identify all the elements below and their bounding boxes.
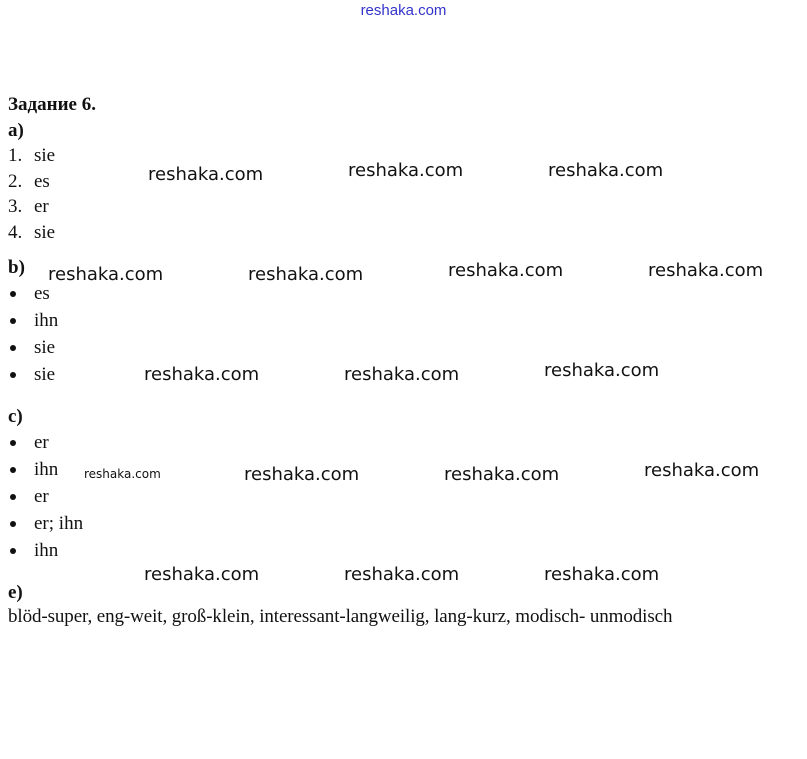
section-a-label: a) (8, 120, 24, 141)
watermark-text: reshaka.com (444, 464, 560, 485)
watermark-text: reshaka.com (348, 160, 464, 181)
list-item: sie (34, 337, 56, 358)
list-item: ihn (34, 540, 59, 561)
list-item: 1. sie (8, 145, 56, 166)
section-e-label: e) (8, 582, 23, 603)
watermark-text: reshaka.com (48, 264, 164, 285)
list-item: 4. sie (8, 221, 56, 243)
watermark-text: reshaka.com (544, 360, 660, 381)
watermark-text: reshaka.com (644, 460, 760, 481)
list-item: ihn (34, 459, 59, 480)
list-item: er (34, 486, 49, 507)
list-item: er; ihn (34, 513, 84, 534)
watermark-text: reshaka.com (144, 564, 260, 585)
list-item: er (34, 432, 49, 453)
section-b-label: b) (8, 257, 25, 278)
site-header-link[interactable]: reshaka.com (360, 2, 447, 19)
section-e-text: blöd-super, eng-weit, groß-klein, interessant-langweilig, lang-kurz, modisch- unmodisch (8, 606, 673, 627)
section-a-list (8, 143, 807, 245)
watermark-text: reshaka.com (648, 260, 764, 281)
watermark-text: reshaka.com (84, 467, 161, 481)
watermark-text: reshaka.com (544, 564, 660, 585)
list-item: sie (34, 364, 56, 385)
section-c-label: c) (8, 406, 23, 427)
watermark-text: reshaka.com (248, 264, 364, 285)
watermark-text: reshaka.com (548, 160, 664, 181)
watermark-text: reshaka.com (244, 464, 360, 485)
watermark-text: reshaka.com (344, 364, 460, 385)
list-item: ihn (34, 310, 59, 331)
watermark-text: reshaka.com (148, 164, 264, 185)
watermark-text: reshaka.com (344, 564, 460, 585)
list-item: 3. er (8, 196, 49, 217)
list-item: es (34, 283, 50, 304)
section-c-list (8, 429, 807, 564)
list-item: 2. es (8, 170, 50, 192)
watermark-text: reshaka.com (448, 260, 564, 281)
task-title: Задание 6. (8, 94, 96, 115)
watermark-text: reshaka.com (144, 364, 260, 385)
